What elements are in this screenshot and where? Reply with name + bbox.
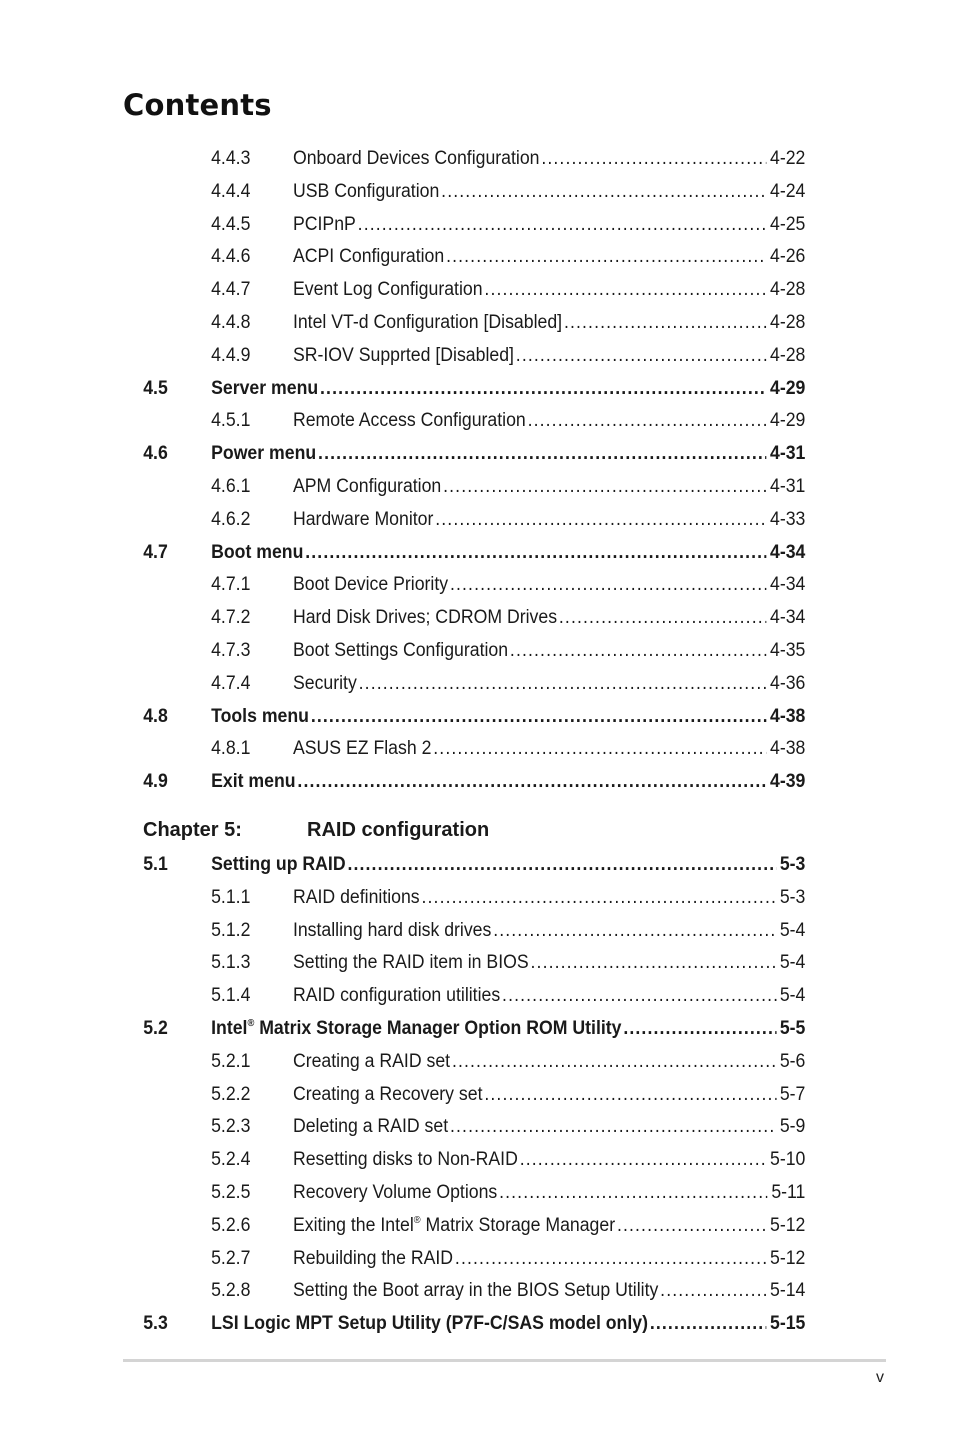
toc-entry-title: Exit menu	[211, 771, 296, 793]
toc-entry-number: 5.2.3	[211, 1116, 251, 1138]
toc-entry[interactable]	[0, 339, 887, 372]
toc-entry[interactable]	[0, 568, 887, 601]
toc-entry[interactable]	[0, 208, 887, 241]
toc-entry-page: 5-5	[779, 1018, 806, 1039]
toc-entry-number: 5.2.8	[211, 1280, 251, 1302]
toc-entry-title: Security	[292, 672, 357, 694]
dot-leader	[564, 306, 766, 339]
toc-entry-title: Resetting disks to Non-RAID	[292, 1149, 518, 1171]
toc-entry-page: 4-38	[770, 705, 806, 727]
toc-entry[interactable]	[0, 1242, 887, 1275]
toc-entry-number: 5.1.2	[211, 919, 251, 941]
dot-leader	[484, 273, 766, 306]
toc-entry-number: 4.4.8	[211, 312, 251, 333]
toc-entry-title: Deleting a RAID set	[292, 1116, 449, 1138]
toc-entry-title: Setting up RAID	[211, 854, 346, 875]
toc-entry-title: Tools menu	[211, 705, 309, 727]
toc-entry[interactable]	[0, 848, 887, 881]
toc-entry-number: 4.4.7	[211, 279, 251, 301]
toc-entry[interactable]	[0, 1307, 887, 1340]
dot-leader	[450, 568, 766, 601]
toc-entry-page: 5-3	[779, 886, 806, 908]
toc-entry-title: Setting the Boot array in the BIOS Setup Utility	[292, 1280, 659, 1302]
toc-entry-number: 4.7.2	[211, 607, 251, 629]
toc-entry-page: 4-22	[770, 148, 806, 169]
chapter-title: RAID configuration	[307, 819, 490, 841]
toc-entry-page: 5-6	[779, 1050, 806, 1072]
toc-entry-page: 4-24	[770, 180, 806, 202]
toc-entry-number: 5.1.1	[211, 886, 251, 908]
toc-entry-number: 4.8	[143, 705, 168, 727]
toc-entry-number: 5.2.7	[211, 1247, 251, 1269]
toc-entry-page: 5-4	[779, 919, 806, 941]
toc-entry-page: 4-31	[770, 476, 806, 497]
toc-entry[interactable]	[0, 1110, 887, 1143]
toc-entry-page: 4-29	[770, 377, 806, 399]
toc-entry-number: 4.9	[143, 771, 168, 793]
toc-entry[interactable]	[0, 240, 887, 273]
dot-leader	[541, 142, 766, 175]
toc-entry-title: Event Log Configuration	[292, 279, 483, 301]
toc-entry-number: 4.7.1	[211, 574, 251, 596]
toc-entry-number: 4.8.1	[211, 738, 251, 760]
dot-leader	[347, 848, 776, 881]
dot-leader	[452, 1045, 776, 1078]
toc-entry-number: 5.2.1	[211, 1050, 251, 1072]
toc-entry[interactable]	[0, 372, 887, 405]
toc-entry[interactable]	[0, 765, 887, 798]
toc-entry-number: 5.1	[143, 854, 168, 875]
toc-entry-title: APM Configuration	[292, 476, 442, 497]
toc-entry[interactable]	[0, 1078, 887, 1111]
toc-entry-title: USB Configuration	[292, 180, 440, 202]
registered-mark: ®	[247, 1018, 255, 1029]
dot-leader	[660, 1274, 766, 1307]
toc-entry-title: Setting the RAID item in BIOS	[292, 952, 529, 974]
toc-entry-title: Exiting the Intel® Matrix Storage Manager	[292, 1214, 616, 1236]
toc-entry-title: Boot Device Priority	[292, 574, 449, 596]
dot-leader	[305, 536, 766, 569]
toc-entry[interactable]	[0, 946, 887, 979]
footer-rule	[123, 1359, 886, 1362]
toc-entry-title: Rebuilding the RAID	[292, 1247, 454, 1269]
toc-entry-number: 5.2.6	[211, 1214, 251, 1236]
toc-entry-title: Boot Settings Configuration	[292, 640, 509, 661]
toc-entry-page: 5-4	[779, 985, 806, 1007]
toc-entry-title: RAID definitions	[292, 886, 420, 908]
toc-entry-number: 5.1.3	[211, 952, 251, 974]
toc-entry[interactable]	[0, 437, 887, 470]
toc-entry-page: 5-14	[770, 1280, 806, 1302]
toc-entry[interactable]	[0, 881, 887, 914]
dot-leader	[446, 240, 766, 273]
toc-entry[interactable]	[0, 634, 887, 667]
toc-entry[interactable]	[0, 1045, 887, 1078]
toc-entry-number: 5.2	[143, 1018, 168, 1039]
dot-leader	[559, 601, 766, 634]
dot-leader	[650, 1307, 766, 1340]
toc-entry[interactable]	[0, 273, 887, 306]
toc-entry-number: 4.7.3	[211, 640, 251, 661]
toc-entry-page: 5-10	[770, 1149, 806, 1171]
toc-entry-title: Installing hard disk drives	[292, 919, 492, 941]
dot-leader	[311, 700, 766, 733]
toc-entry-title: Onboard Devices Configuration	[292, 148, 540, 169]
toc-entry[interactable]	[0, 142, 887, 175]
dot-leader	[520, 1143, 767, 1176]
toc-entry-number: 4.5.1	[211, 410, 251, 432]
dot-leader	[441, 175, 766, 208]
dot-leader	[617, 1209, 766, 1242]
toc-entry-title: RAID configuration utilities	[292, 985, 501, 1007]
toc-entry[interactable]	[0, 667, 887, 700]
toc-entry-page: 4-28	[770, 344, 806, 366]
dot-leader	[433, 732, 766, 765]
toc-entry-title: Creating a Recovery set	[292, 1083, 483, 1105]
dot-leader	[623, 1012, 776, 1045]
toc-entry-page: 4-25	[770, 213, 806, 235]
page-title: Contents	[123, 88, 272, 122]
dot-leader	[510, 634, 766, 667]
toc-entry-page: 5-12	[770, 1214, 806, 1236]
toc-entry-title: LSI Logic MPT Setup Utility (P7F-C/SAS model only)	[211, 1313, 648, 1335]
toc-entry-title: Hardware Monitor	[292, 508, 434, 530]
dot-leader	[359, 667, 767, 700]
toc-entry-title: Boot menu	[211, 541, 304, 563]
toc-entry-page: 4-36	[770, 672, 806, 694]
toc-entry-title: ASUS EZ Flash 2	[292, 738, 432, 760]
dot-leader	[516, 339, 766, 372]
toc-entry-title: Remote Access Configuration	[292, 410, 526, 432]
toc-entry-title: Creating a RAID set	[292, 1050, 451, 1072]
toc-entry-number: 4.5	[143, 377, 168, 399]
toc-entry-number: 5.2.5	[211, 1182, 251, 1203]
dot-leader	[493, 914, 776, 947]
dot-leader	[531, 946, 777, 979]
toc-entry-title: SR-IOV Supprted [Disabled]	[292, 344, 514, 366]
toc-entry-title: Intel VT-d Configuration [Disabled]	[292, 312, 563, 333]
toc-entry-page: 5-15	[770, 1313, 806, 1335]
toc-entry-title: Intel® Matrix Storage Manager Option ROM Utility	[211, 1018, 622, 1039]
dot-leader	[499, 1176, 767, 1209]
dot-leader	[455, 1242, 766, 1275]
toc-entry[interactable]	[0, 914, 887, 947]
toc-entry-page: 4-38	[770, 738, 806, 760]
dot-leader	[502, 979, 776, 1012]
dot-leader	[435, 503, 766, 536]
toc-entry-page: 4-31	[770, 443, 806, 465]
chapter-label: Chapter 5:	[143, 819, 242, 841]
dot-leader	[297, 765, 766, 798]
toc-entry[interactable]	[0, 1274, 887, 1307]
toc-entry-page: 5-9	[779, 1116, 806, 1138]
toc-entry-number: 4.7.4	[211, 672, 251, 694]
toc-entry-page: 5-11	[771, 1182, 806, 1203]
toc-entry[interactable]	[0, 732, 887, 765]
toc-entry[interactable]	[0, 700, 887, 733]
toc-entry-number: 5.3	[143, 1313, 168, 1335]
toc-entry[interactable]	[0, 1176, 887, 1209]
toc-entry[interactable]	[0, 1209, 887, 1242]
dot-leader	[320, 372, 766, 405]
dot-leader	[422, 881, 777, 914]
toc-entry[interactable]	[0, 470, 887, 503]
toc-entry-page: 4-39	[770, 771, 806, 793]
toc-entry-page: 4-35	[770, 640, 806, 661]
toc-entry-number: 4.6.2	[211, 508, 251, 530]
dot-leader	[443, 470, 766, 503]
toc-entry-page: 4-34	[770, 607, 806, 629]
toc-entry-number: 5.1.4	[211, 985, 251, 1007]
toc-entry-page: 4-34	[770, 541, 806, 563]
toc-entry-page: 4-28	[770, 279, 806, 301]
toc-entry-page: 4-28	[770, 312, 806, 333]
toc-entry[interactable]	[0, 404, 887, 437]
toc-entry[interactable]	[0, 175, 887, 208]
toc-entry-title: PCIPnP	[292, 213, 356, 235]
dot-leader	[450, 1110, 776, 1143]
toc-entry-title: ACPI Configuration	[292, 246, 445, 268]
toc-entry-page: 4-26	[770, 246, 806, 268]
toc-entry-number: 4.7	[143, 541, 168, 563]
toc-entry-number: 5.2.2	[211, 1083, 251, 1105]
toc-entry[interactable]	[0, 1012, 887, 1045]
footer-page-number: v	[876, 1369, 884, 1386]
toc-entry-title: Server menu	[211, 377, 319, 399]
toc-entry-page: 4-29	[770, 410, 806, 432]
toc-entry[interactable]	[0, 503, 887, 536]
toc-entry-number: 4.4.5	[211, 213, 251, 235]
toc-entry-page: 5-7	[779, 1083, 806, 1105]
toc-entry-number: 4.4.3	[211, 148, 251, 169]
dot-leader	[358, 208, 767, 241]
toc-entry[interactable]	[0, 601, 887, 634]
toc-entry-title: Power menu	[211, 443, 317, 465]
toc-entry-page: 5-4	[779, 952, 806, 974]
toc-entry-page: 5-12	[770, 1247, 806, 1269]
toc-entry-number: 4.4.4	[211, 180, 251, 202]
toc-entry-number: 4.6.1	[211, 476, 251, 497]
toc-entry-page: 4-33	[770, 508, 806, 530]
toc-entry-page: 4-34	[770, 574, 806, 596]
registered-mark: ®	[413, 1214, 421, 1226]
toc-entry-title: Recovery Volume Options	[292, 1182, 498, 1203]
toc-entry-number: 4.6	[143, 443, 168, 465]
toc-entry[interactable]	[0, 306, 887, 339]
dot-leader	[528, 404, 767, 437]
toc-entry-number: 4.4.6	[211, 246, 251, 268]
toc-entry-number: 4.4.9	[211, 344, 251, 366]
toc-entry[interactable]	[0, 536, 887, 569]
toc-entry-title: Hard Disk Drives; CDROM Drives	[292, 607, 558, 629]
toc-entry[interactable]	[0, 979, 887, 1012]
toc-entry-page: 5-3	[779, 854, 806, 875]
toc-entry-number: 5.2.4	[211, 1149, 251, 1171]
dot-leader	[318, 437, 766, 470]
toc-entry[interactable]	[0, 1143, 887, 1176]
dot-leader	[484, 1078, 776, 1111]
